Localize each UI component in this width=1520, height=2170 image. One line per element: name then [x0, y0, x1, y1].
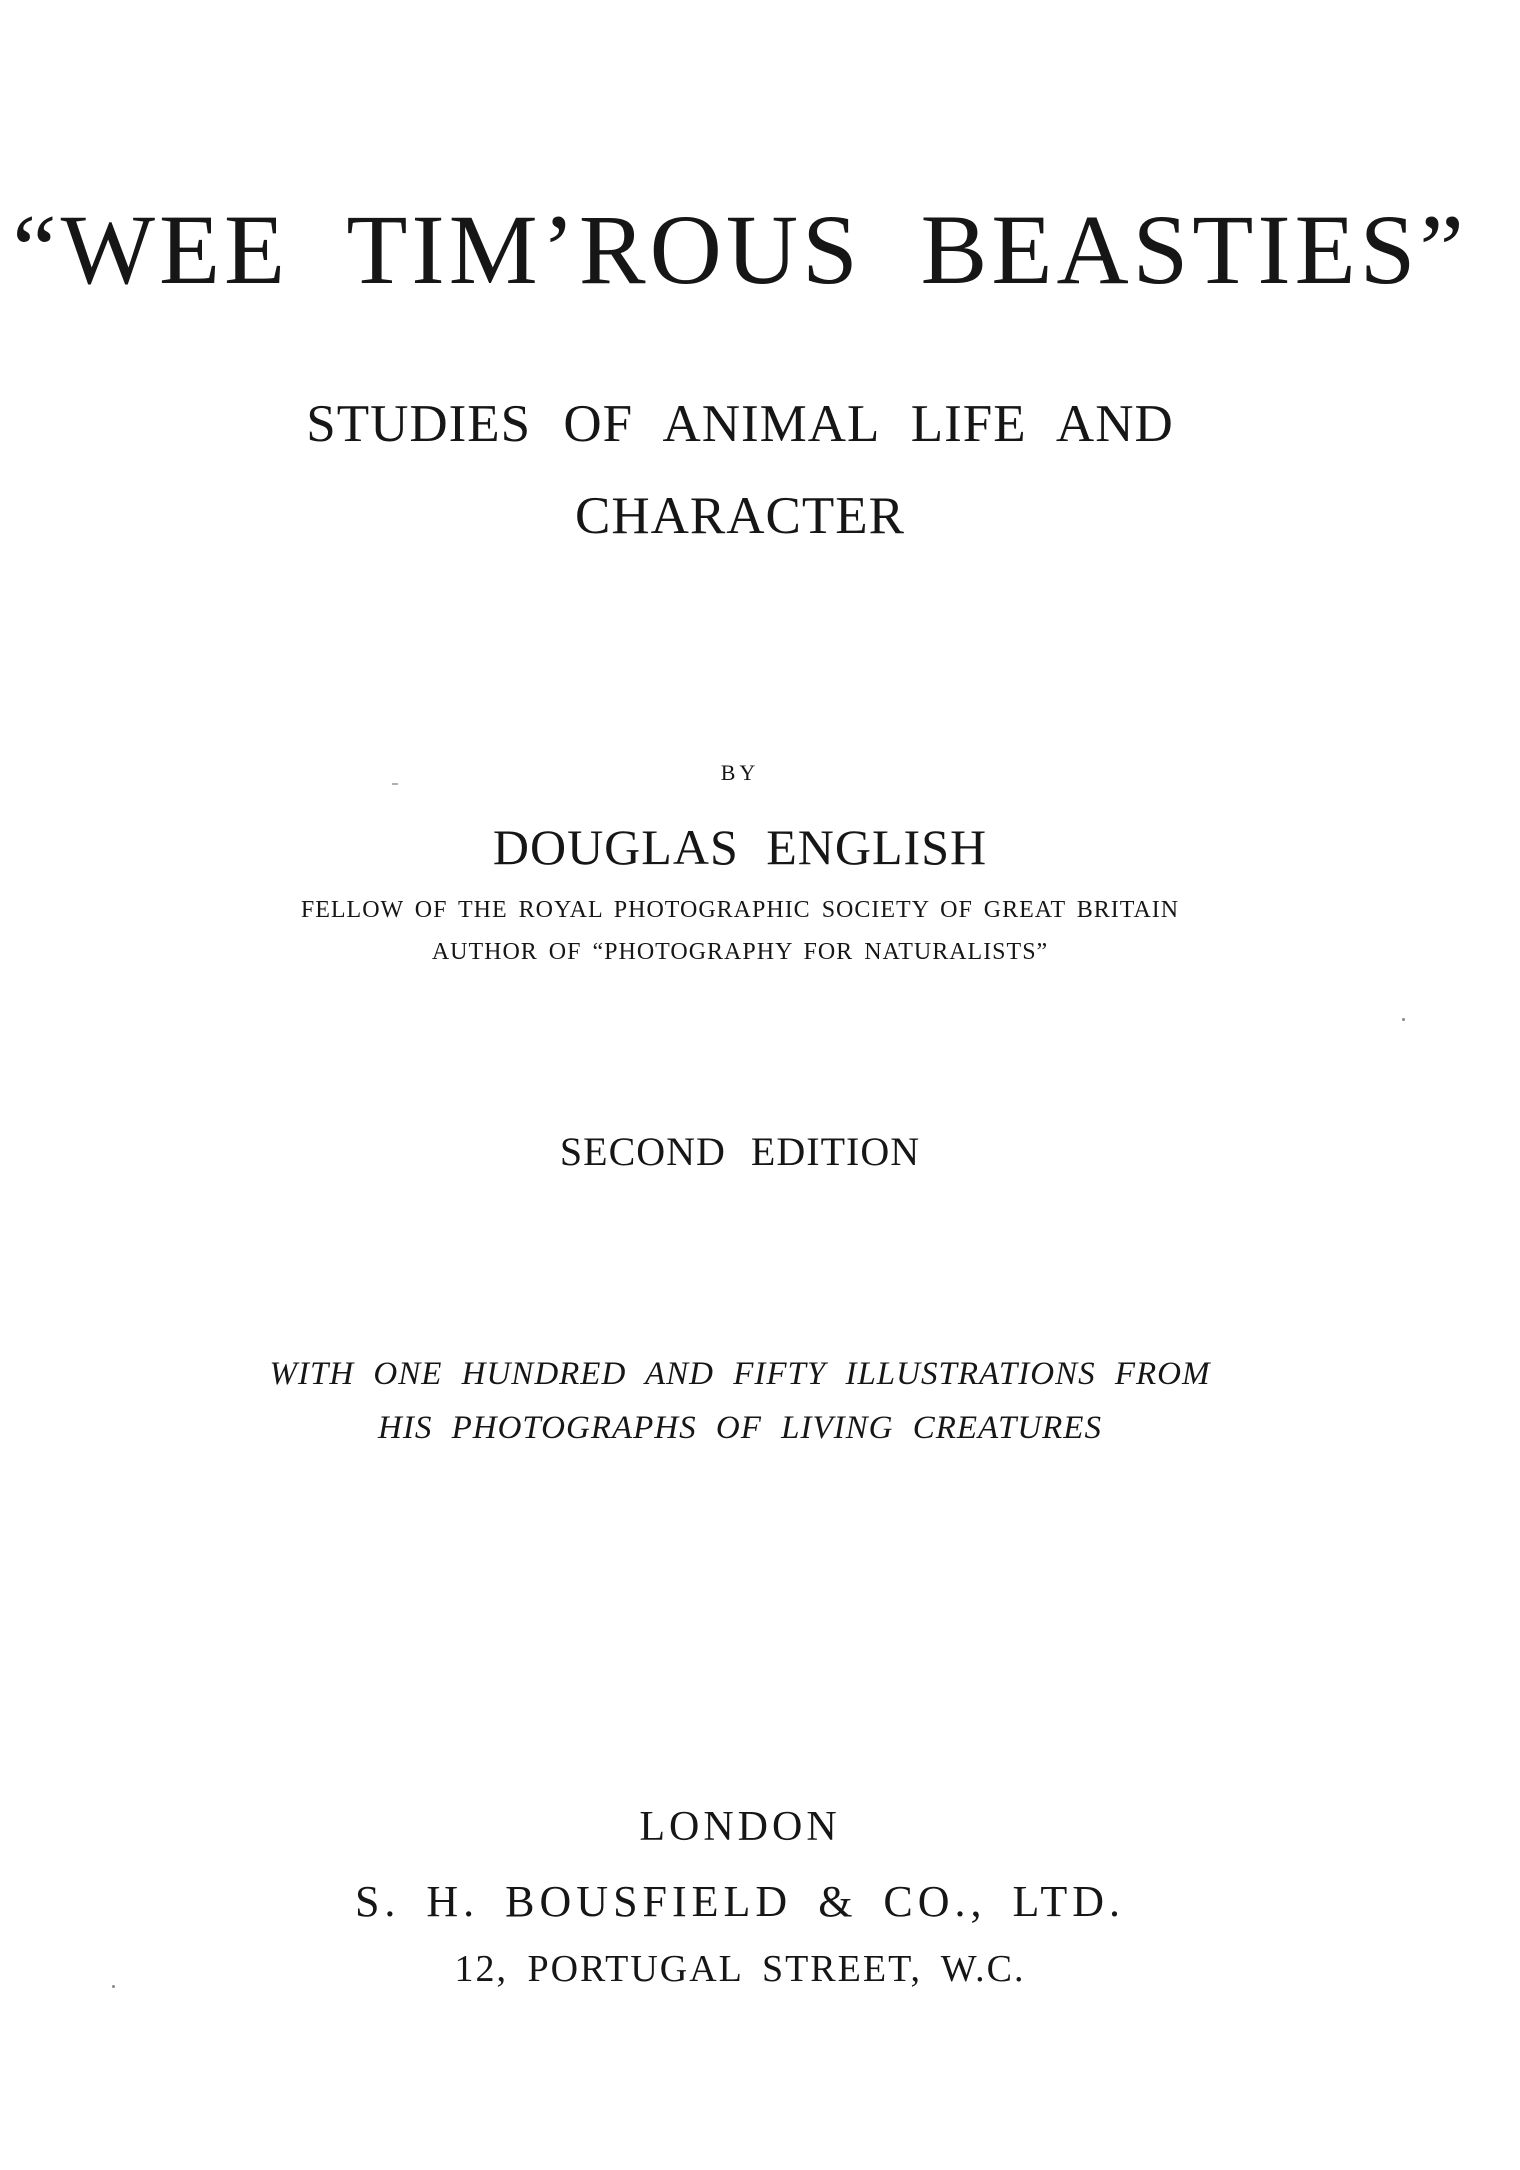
author-credential: FELLOW OF THE ROYAL PHOTOGRAPHIC SOCIETY OF GREAT BRITAIN [300, 897, 1180, 923]
author-prior-work: AUTHOR OF “PHOTOGRAPHY FOR NATURALISTS” [431, 939, 1049, 965]
imprint-publisher: S. H. BOUSFIELD & CO., LTD. [354, 1877, 1126, 1926]
paper-speck [1402, 1018, 1405, 1021]
subtitle-line-1: STUDIES OF ANIMAL LIFE AND [306, 395, 1174, 453]
paper-speck [112, 1985, 115, 1988]
paper-speck [392, 783, 398, 785]
imprint-city: LONDON [639, 1804, 841, 1850]
book-title: “WEE TIM’ROUS BEASTIES” [12, 194, 1468, 305]
imprint-address: 12, PORTUGAL STREET, W.C. [454, 1948, 1026, 1990]
illustrations-note-line-1: WITH ONE HUNDRED AND FIFTY ILLUSTRATIONS FROM [269, 1356, 1211, 1392]
by-label: BY [720, 760, 760, 785]
illustrations-note-line-2: HIS PHOTOGRAPHS OF LIVING CREATURES [378, 1410, 1102, 1446]
edition-statement: SECOND EDITION [559, 1129, 921, 1174]
subtitle-line-2: CHARACTER [575, 487, 905, 545]
author-name: DOUGLAS ENGLISH [492, 819, 988, 875]
